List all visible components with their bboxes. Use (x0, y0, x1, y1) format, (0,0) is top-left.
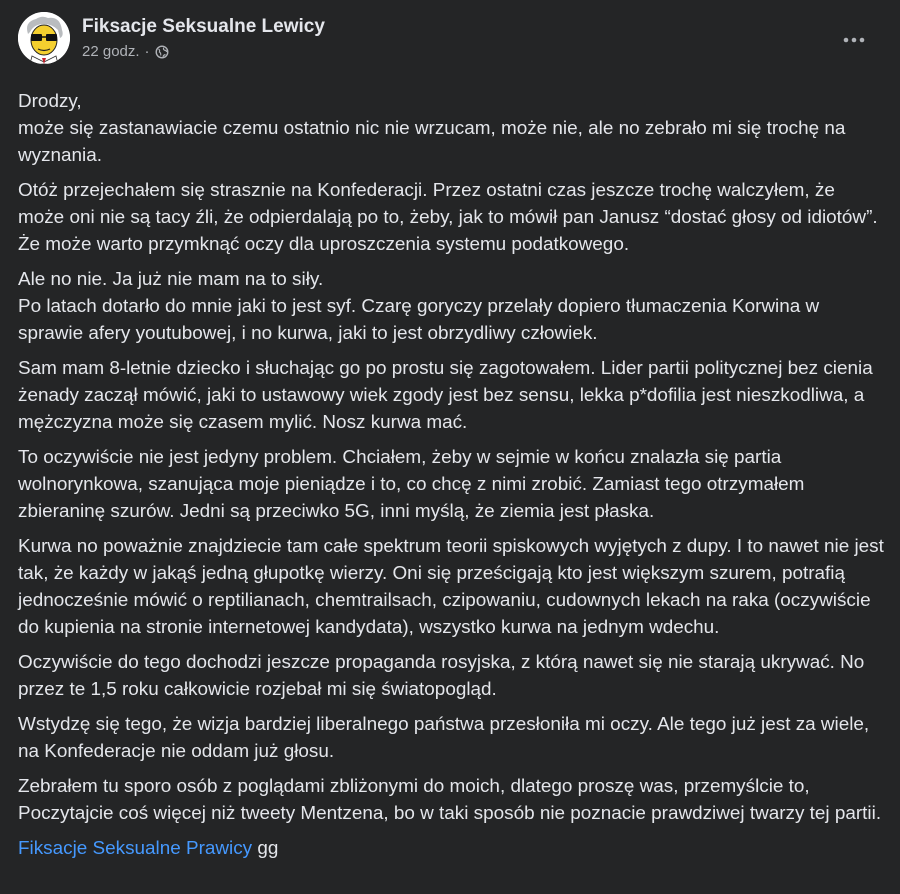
paragraph (18, 773, 886, 827)
globe-icon[interactable] (155, 45, 169, 59)
page-link[interactable]: Fiksacje Seksualne Prawicy (18, 838, 253, 859)
post-time[interactable]: 22 godz. (82, 43, 140, 60)
paragraph-line: może się zastanawiacie czemu ostatnio nic nie wrzucam, może nie, ale no zebrało mi się trochę na wyznania. (18, 118, 846, 166)
paragraph-line: Kurwa no poważnie znajdziecie tam całe spektrum teorii spiskowych wyjętych z dupy. I to nawet nie jest tak, że każdy w jakąś jedną głupotkę wierzy. Oni się prześcigają kto jest większym szurem, potrafią jednocześnie mówić o reptilianach, chemtrailsach, czipowaniu, cudownych lekach na raka (oczywiście do kupienia na stronie internetowej kandydata), wszystko kurwa na jednym wdechu. (18, 536, 884, 638)
paragraph-line: Zebrałem tu sporo osób z poglądami zbliżonymi do moich, dlatego proszę was, przemyślcie to, Poczytajcie coś więcej niż tweety Mentzena, bo w taki sposób nie poznacie prawdziwej twarzy tej partii. (18, 776, 882, 824)
more-options-button[interactable] (836, 22, 872, 58)
paragraph (18, 533, 886, 641)
paragraph (18, 177, 886, 258)
paragraph (18, 355, 886, 436)
page-name[interactable]: Fiksacje Seksualne Lewicy (82, 16, 325, 37)
page-avatar[interactable] (18, 12, 70, 64)
paragraph-line: Sam mam 8-letnie dziecko i słuchając go po prostu się zagotowałem. Lider partii politycznej bez cienia żenady zaczął mówić, jaki to ustawowy wiek zgody jest bez sensu, lekka p*dofilia jest nieszkodliwa, a mężczyzna może się czasem mylić. Nosz kurwa mać. (18, 358, 873, 433)
paragraph-line: Po latach dotarło do mnie jaki to jest syf. Czarę goryczy przelały dopiero tłumaczenia Korwina w sprawie afery youtubowej, i no kurwa, jaki to jest obrzydliwy człowiek. (18, 296, 820, 344)
paragraph-line: Otóż przejechałem się strasznie na Konfederacji. Przez ostatni czas jeszcze trochę walczyłem, że może oni nie są tacy źli, że odpierdalają po to, żeby, jak to mówił pan Janusz “dostać głosy od idiotów”. Że może warto przymknąć oczy dla uproszczenia systemu podatkowego. (18, 180, 878, 255)
post-text (18, 88, 886, 862)
paragraph (18, 835, 886, 862)
paragraph-line: Ale no nie. Ja już nie mam na to siły. (18, 269, 324, 290)
more-options-icon (843, 37, 865, 43)
paragraph-line: To oczywiście nie jest jedyny problem. Chciałem, żeby w sejmie w końcu znalazła się partia wolnorynkowa, szanująca moje pieniądze i to, co chcę z nimi zrobić. Zamiast tego otrzymałem zbieraninę szurów. Jedni są przeciwko 5G, inni myślą, że ziemia jest płaska. (18, 447, 805, 522)
post-header (18, 12, 884, 68)
paragraph (18, 444, 886, 525)
paragraph (18, 711, 886, 765)
paragraph (18, 88, 886, 169)
link-suffix: gg (252, 838, 279, 859)
meta-separator: · (144, 43, 150, 60)
paragraph (18, 266, 886, 347)
post-meta (82, 43, 169, 60)
paragraph-line: Oczywiście do tego dochodzi jeszcze propaganda rosyjska, z którą nawet się nie starają ukrywać. No przez te 1,5 roku całkowicie rozjebał mi się światopogląd. (18, 652, 865, 700)
paragraph-line: Drodzy, (18, 91, 82, 112)
paragraph (18, 649, 886, 703)
paragraph-line: Wstydzę się tego, że wizja bardziej liberalnego państwa przesłoniła mi oczy. Ale tego już jest za wiele, na Konfederacje nie oddam już głosu. (18, 714, 870, 762)
